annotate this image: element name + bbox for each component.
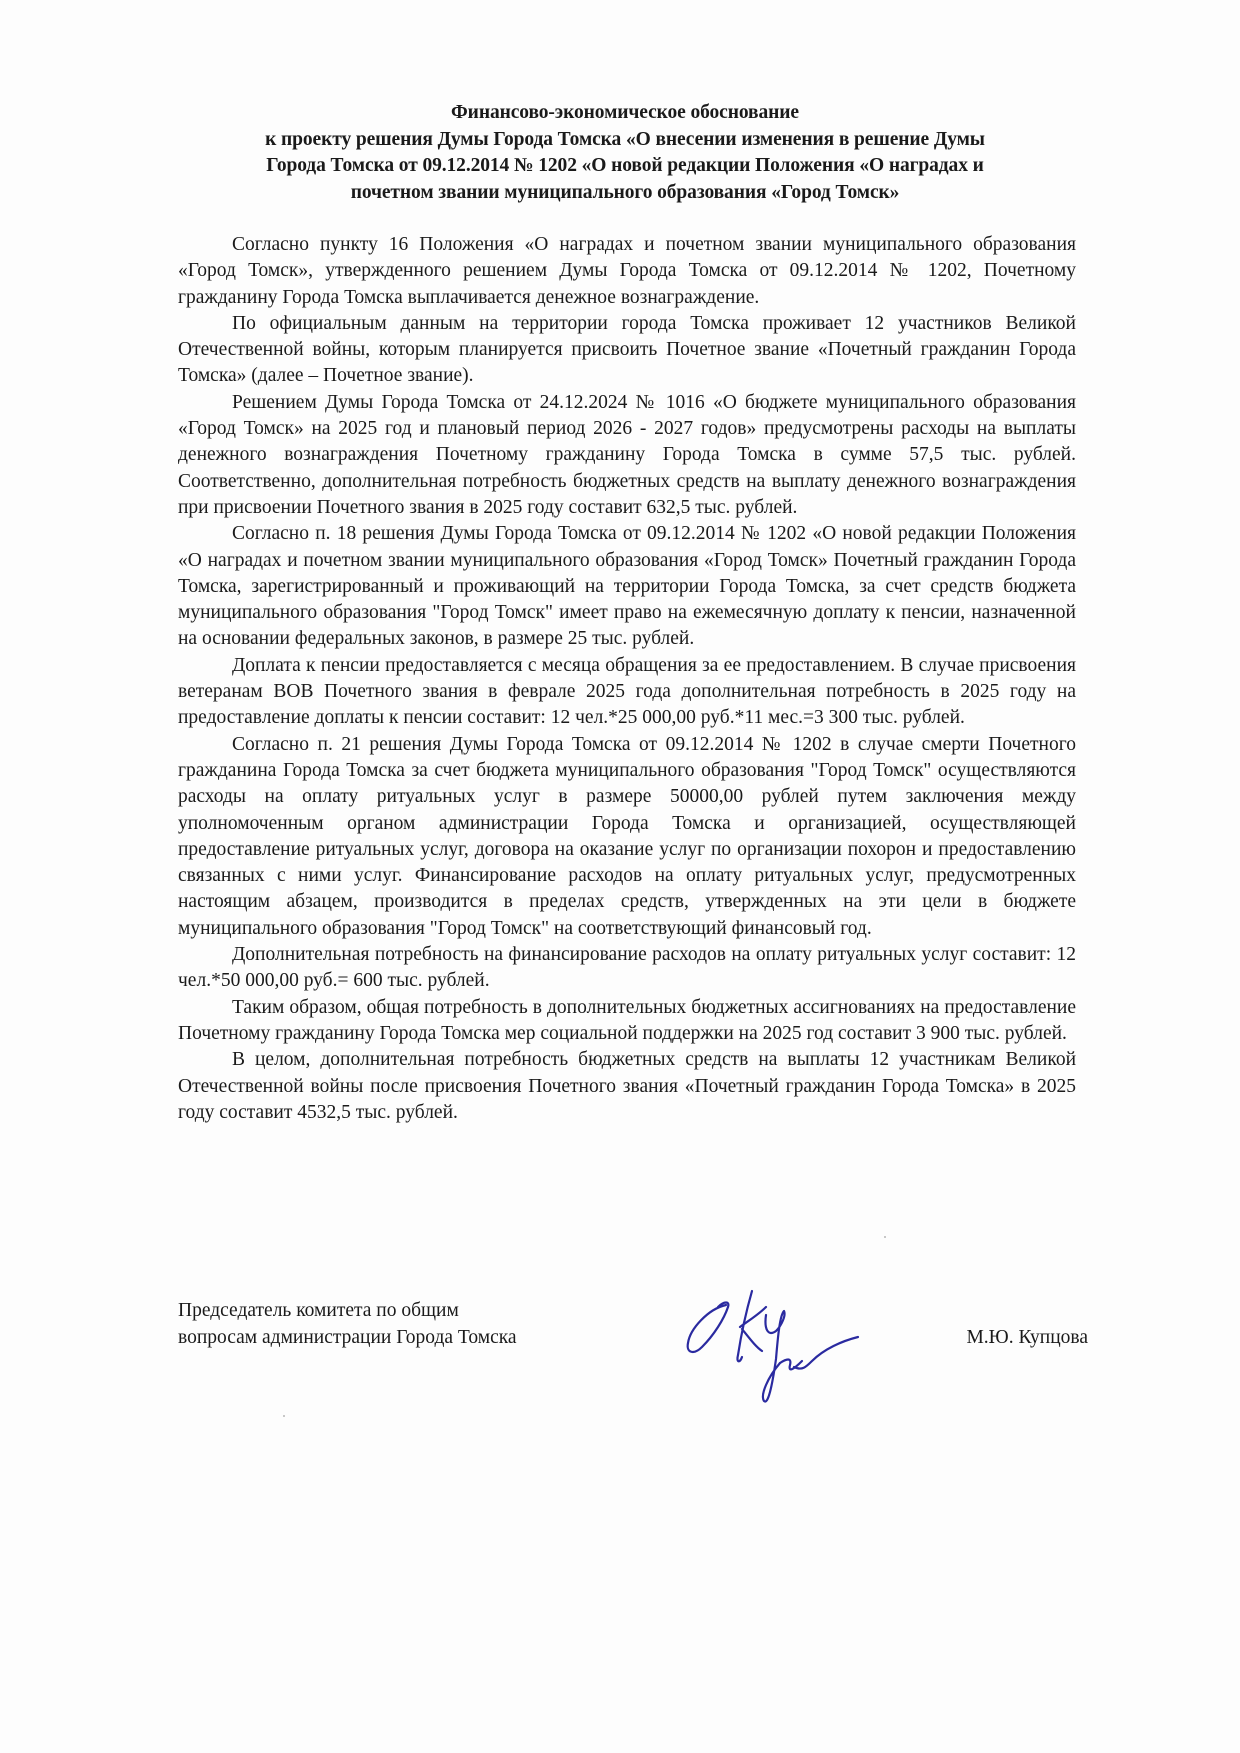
paragraph-award-basis: Согласно пункту 16 Положения «О наградах и почетном звании муниципального образования «Город Томск», утвержденного решением Думы Города Томска от 09.12.2014 № 1202, Почетному гражданину Города Томска выплачивается денежное вознаграждение. [178, 234, 1076, 308]
title-line: к проекту решения Думы Города Томска «О внесении изменения в решение Думы [265, 128, 985, 150]
signatory-position [178, 1297, 517, 1351]
title-line: Финансово-экономическое обоснование [451, 102, 799, 123]
scan-speck [884, 1236, 886, 1238]
title-line: Города Томска от 09.12.2014 № 1202 «О новой редакции Положения «О наградах и [266, 155, 984, 176]
handwritten-signature-icon [668, 1285, 868, 1415]
paragraph-funeral-calc: Дополнительная потребность на финансирование расходов на оплату ритуальных услуг составит: 12 чел.*50 000,00 руб.= 600 тыс. рублей. [178, 944, 1076, 992]
position-line: Председатель комитета по общим [178, 1300, 459, 1321]
signature-block [178, 1297, 1088, 1417]
paragraph-pension-calc: Доплата к пенсии предоставляется с месяца обращения за ее предоставлением. В случае присвоения ветеранам ВОВ Почетного звания в феврале 2025 года дополнительная потребность в 2025 году на предоставление доплаты к пенсии составит: 12 чел.*25 000,00 руб.*11 мес.=3 300 тыс. рублей. [178, 654, 1076, 729]
paragraph-veterans-count: По официальным данным на территории города Томска проживает 12 участников Великой Отечественной войны, которым планируется присвоить Почетное звание «Почетный гражданин Города Томска» (далее – Почетное звание). [178, 312, 1076, 387]
paragraph-total-support: Таким образом, общая потребность в дополнительных бюджетных ассигнованиях на предоставление Почетному гражданину Города Томска мер социальной поддержки на 2025 год составит 3 900 тыс. рублей. [178, 996, 1076, 1044]
paragraph-pension-right: Согласно п. 18 решения Думы Города Томска от 09.12.2014 № 1202 «О новой редакции Положения «О наградах и почетном звании муниципального образования «Город Томск» Почетный гражданин Города Томска, зарегистрированный и проживающий на территории Города Томска, за счет средств бюджета муниципального образования "Город Томск" имеет право на ежемесячную доплату к пенсии, назначенной на основании федеральных законов, в размере 25 тыс. рублей. [178, 523, 1076, 650]
paragraph-funeral-services: Согласно п. 21 решения Думы Города Томска от 09.12.2014 № 1202 в случае смерти Почетного гражданина Города Томска за счет бюджета муниципального образования "Город Томск" осуществляются расходы на оплату ритуальных услуг в размере 50000,00 рублей путем заключения между уполномоченным органом администрации Города Томска и организацией, осуществляющей предоставление ритуальных услуг, договора на оказание услуг по организации похорон и предоставлению связанных с ними услуг. Финансирование расходов на оплату ритуальных услуг, предусмотренных настоящим абзацем, производится в пределах средств, утвержденных на эти цели в бюджете муниципального образования "Город Томск" на соответствующий финансовый год. [178, 733, 1076, 939]
position-line: вопросам администрации Города Томска [178, 1327, 517, 1348]
document-body [178, 232, 1076, 1126]
paragraph-grand-total: В целом, дополнительная потребность бюджетных средств на выплаты 12 участникам Великой Отечественной войны после присвоения Почетного звания «Почетный гражданин Города Томска» в 2025 году составит 4532,5 тыс. рублей. [178, 1049, 1076, 1123]
signatory-name: М.Ю. Купцова [966, 1327, 1088, 1348]
document-title [170, 100, 1080, 206]
paragraph-budget-reward: Решением Думы Города Томска от 24.12.2024 № 1016 «О бюджете муниципального образования «Город Томск» на 2025 год и плановый период 2026 - 2027 годов» предусмотрены расходы на выплаты денежного вознаграждения Почетному гражданину Города Томска в сумме 57,5 тыс. рублей. Соответственно, дополнительная потребность бюджетных средств на выплату денежного вознаграждения при присвоении Почетного звания в 2025 году составит 632,5 тыс. рублей. [178, 391, 1076, 518]
title-line: почетном звании муниципального образования «Город Томск» [350, 181, 900, 203]
scan-speck [283, 1415, 285, 1417]
